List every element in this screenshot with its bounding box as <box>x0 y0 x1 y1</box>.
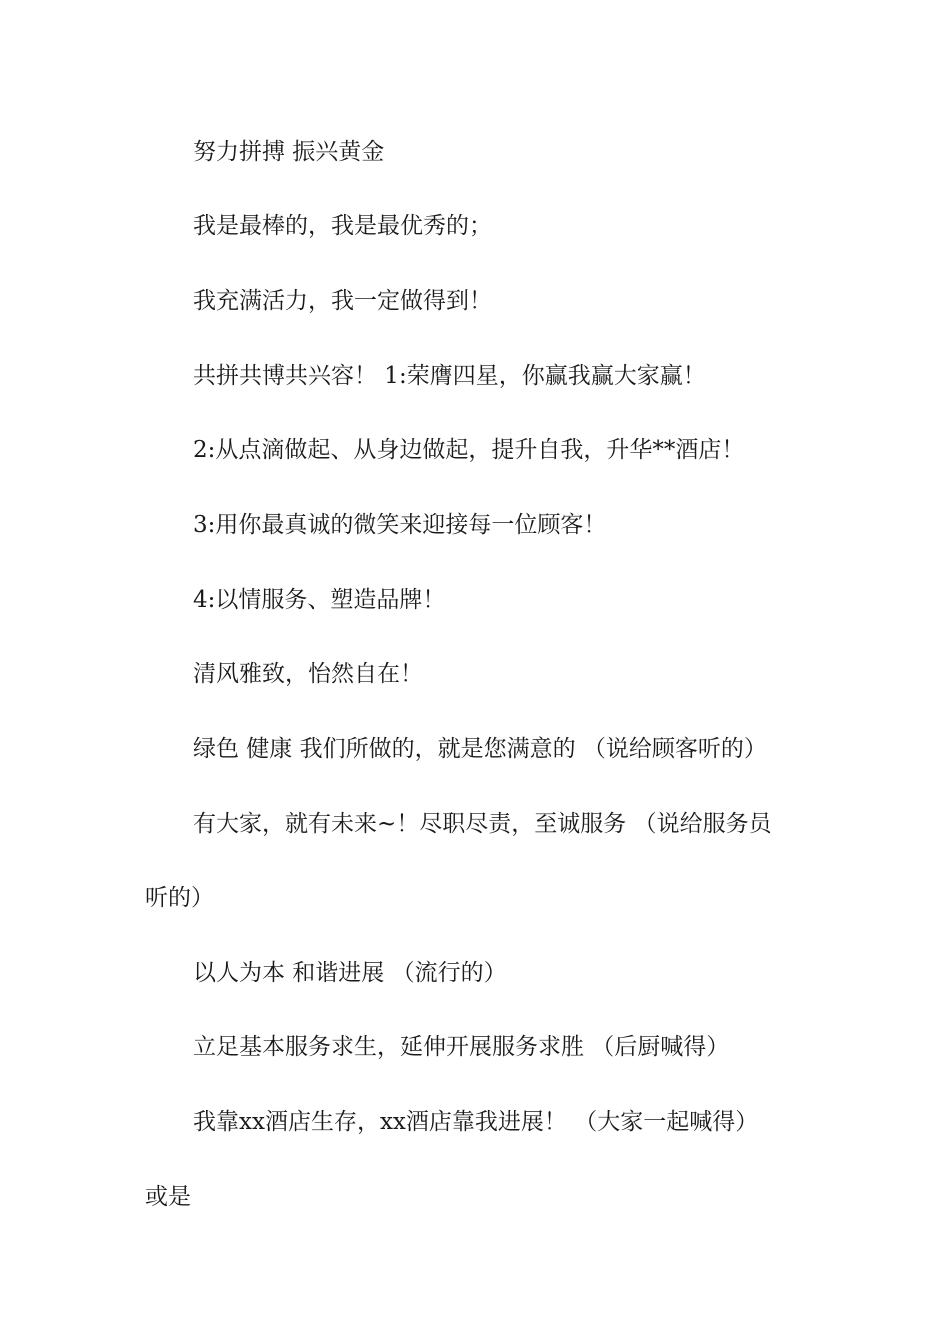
text-line: 2:从点滴做起、从身边做起，提升自我，升华**酒店！ <box>193 437 745 463</box>
text-line: 绿色 健康 我们所做的，就是您满意的 （说给顾客听的） <box>193 736 767 762</box>
text-line: 4:以情服务、塑造品牌！ <box>193 587 446 613</box>
text-line: 清风雅致，怡然自在！ <box>193 661 423 687</box>
text-line: 以人为本 和谐进展 （流行的） <box>193 960 507 986</box>
text-line: 听的） <box>145 885 214 911</box>
text-line: 共拼共博共兴容！ 1:荣膺四星，你赢我赢大家赢！ <box>193 363 706 389</box>
text-line: 我充满活力，我一定做得到！ <box>193 288 492 314</box>
text-line: 我是最棒的，我是最优秀的； <box>193 213 492 239</box>
text-line: 或是 <box>145 1184 191 1210</box>
text-line: 我靠xx酒店生存，xx酒店靠我进展！ （大家一起喊得） <box>193 1109 759 1135</box>
text-line: 有大家，就有未来~！尽职尽责，至诚服务 （说给服务员 <box>193 811 772 837</box>
text-line: 立足基本服务求生，延伸开展服务求胜 （后厨喊得） <box>193 1034 730 1060</box>
text-line: 3:用你最真诚的微笑来迎接每一位顾客！ <box>193 512 607 538</box>
text-line: 努力拼搏 振兴黄金 <box>193 139 385 165</box>
